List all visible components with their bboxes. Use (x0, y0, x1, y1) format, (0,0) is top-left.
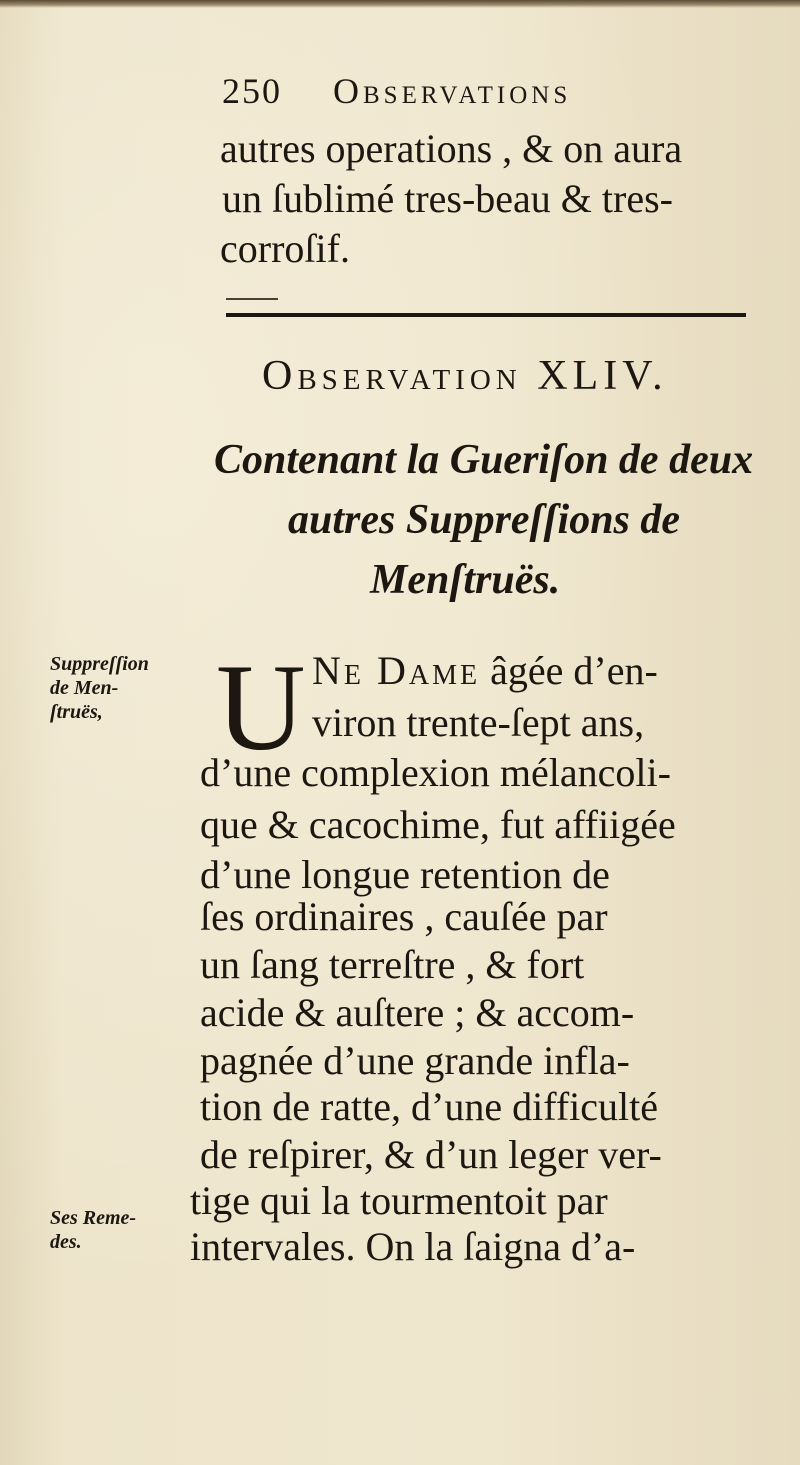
body-line: intervales. On la ſaigna d’a- (190, 1224, 636, 1269)
body-line: tion de ratte, d’une difficulté (200, 1084, 658, 1129)
body-line: un ſang terreſtre , & fort (200, 942, 585, 987)
body-line: de reſpirer, & d’un leger ver- (200, 1132, 662, 1177)
observation-heading: Observation XLIV. (262, 353, 668, 399)
page-top-edge (0, 0, 800, 8)
intro-line: corroſif. (220, 226, 350, 271)
body-line: acide & auſtere ; & accom- (200, 990, 635, 1035)
first-line-rest: âgée d’en- (490, 648, 658, 693)
body-line: viron trente-ſept ans, (312, 700, 645, 745)
margin-note-line: ſtruës, (50, 701, 103, 723)
running-title: Observations (333, 71, 572, 111)
page-number: 250 (222, 71, 282, 111)
ornamental-rule-fragment (226, 298, 278, 300)
body-line: tige qui la tourmentoit par (190, 1178, 608, 1223)
body-line: que & cacochime, fut affiigée (200, 802, 676, 847)
body-first-line (312, 646, 658, 696)
observation-subtitle-line: Menſtruës. (370, 557, 561, 603)
body-line: ſes ordinaires , cauſée par (200, 894, 608, 939)
first-words-small-caps: Ne Dame (312, 648, 481, 693)
margin-note-line: Suppreſſion (50, 653, 149, 675)
section-rule (226, 313, 746, 317)
margin-note (50, 1206, 136, 1254)
margin-note-line: des. (50, 1231, 82, 1253)
intro-line: autres operations , & on aura (220, 126, 683, 171)
body-line: d’une complexion mélancoli- (200, 750, 671, 795)
intro-line: un ſublimé tres-beau & tres- (222, 176, 673, 221)
body-line: pagnée d’une grande infla- (200, 1038, 630, 1083)
margin-note (50, 652, 149, 724)
running-head (222, 70, 571, 112)
drop-cap: U (216, 639, 306, 776)
margin-note-line: Ses Reme- (50, 1207, 137, 1229)
observation-subtitle-line: autres Suppreſſions de (288, 497, 681, 543)
body-line: d’une longue retention de (200, 852, 610, 897)
observation-subtitle-line: Contenant la Gueriſon de deux (214, 437, 754, 483)
margin-note-line: de Men- (50, 677, 119, 699)
